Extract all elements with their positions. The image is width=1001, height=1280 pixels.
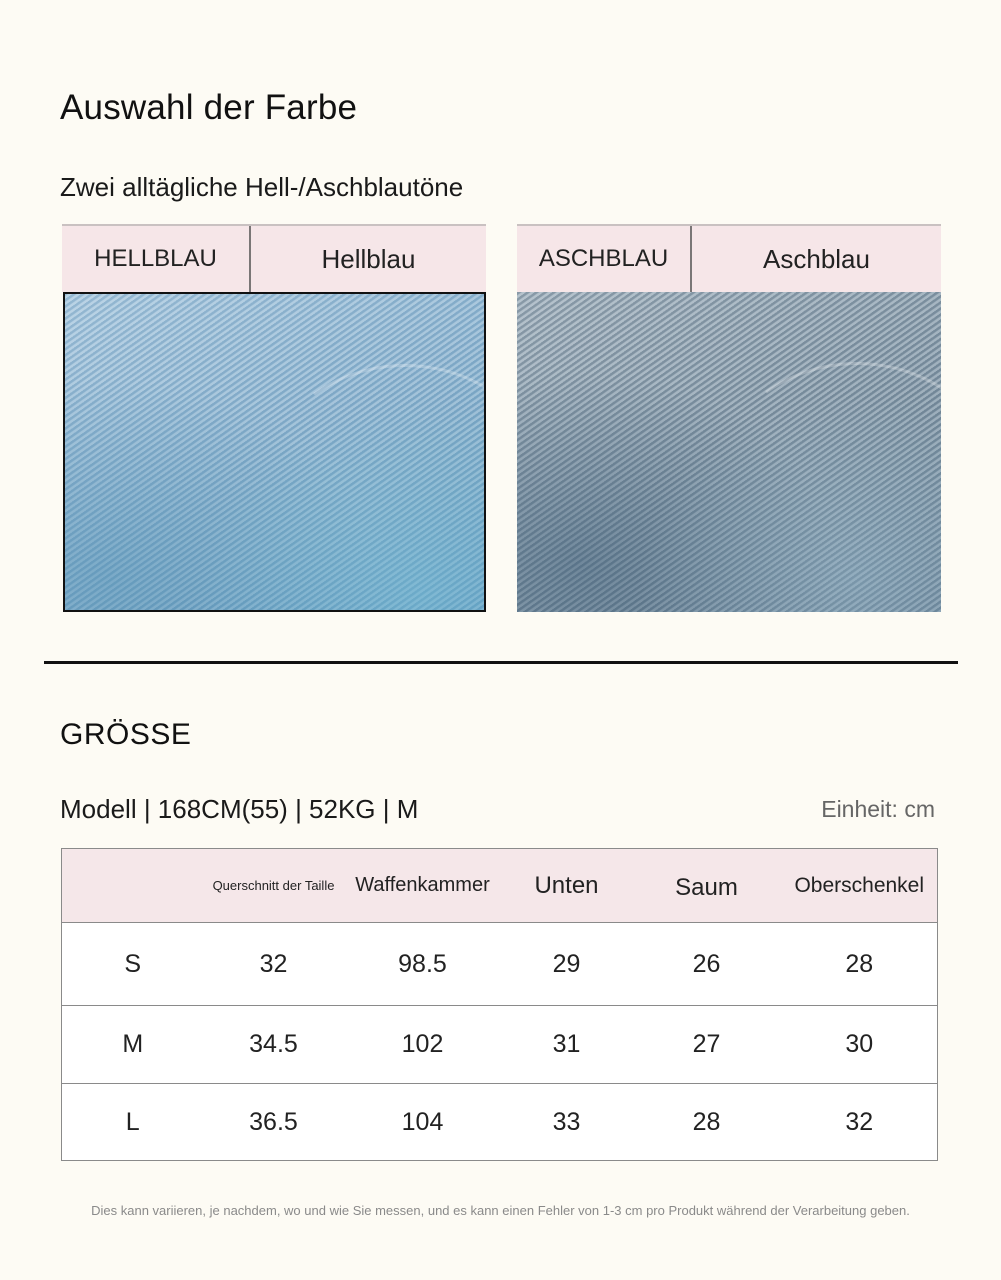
swatch-name: Hellblau: [321, 243, 416, 274]
table-cell: 30: [782, 1006, 938, 1084]
header-bottom: Unten: [502, 849, 632, 923]
swatch-code: HELLBLAU: [62, 226, 251, 292]
header-thigh: Oberschenkel: [782, 849, 938, 923]
table-cell: 31: [502, 1006, 632, 1084]
table-cell: 36.5: [204, 1084, 344, 1161]
color-section-subtitle: Zwei alltägliche Hell-/Aschblautöne: [60, 172, 464, 202]
table-cell: 34.5: [204, 1006, 344, 1084]
unit-label: Einheit: cm: [821, 796, 935, 822]
header-size: [62, 849, 204, 923]
color-swatch-hellblau[interactable]: [62, 224, 486, 612]
swatch-header: [62, 224, 486, 292]
table-cell: 32: [782, 1084, 938, 1161]
swatch-header: [517, 224, 941, 292]
color-section-title: Auswahl der Farbe: [60, 88, 358, 127]
table-row: [62, 1006, 938, 1084]
model-info: Modell | 168CM(55) | 52KG | M: [60, 794, 419, 824]
size-table-header-row: [62, 849, 938, 923]
table-cell: 29: [502, 923, 632, 1006]
measurement-disclaimer: Dies kann variieren, je nachdem, wo und wie Sie messen, und es kann einen Fehler von 1-3 cm pro Produkt während der Verarbeitung geben.: [91, 1203, 910, 1218]
table-cell: 33: [502, 1084, 632, 1161]
size-cell: S: [62, 923, 204, 1006]
table-row: [62, 1084, 938, 1161]
table-cell: 28: [632, 1084, 782, 1161]
fabric-image-hellblau: [63, 292, 486, 612]
table-cell: 27: [632, 1006, 782, 1084]
table-cell: 104: [344, 1084, 502, 1161]
header-armhole: Waffenkammer: [344, 849, 502, 923]
table-cell: 32: [204, 923, 344, 1006]
fabric-seam: [220, 339, 486, 612]
size-section-title: GRÖSSE: [60, 718, 192, 751]
table-cell: 102: [344, 1006, 502, 1084]
size-cell: L: [62, 1084, 204, 1161]
header-hem: Saum: [632, 849, 782, 923]
swatch-code: ASCHBLAU: [517, 226, 692, 292]
fabric-image-aschblau: [517, 292, 941, 612]
table-cell: 26: [632, 923, 782, 1006]
table-row: [62, 923, 938, 1006]
color-swatch-aschblau[interactable]: [517, 224, 941, 612]
header-waist: Querschnitt der Taille: [204, 849, 344, 923]
table-cell: 28: [782, 923, 938, 1006]
size-table: [61, 848, 938, 1161]
swatch-name: Aschblau: [763, 243, 870, 274]
table-cell: 98.5: [344, 923, 502, 1006]
fabric-seam: [672, 337, 941, 612]
size-cell: M: [62, 1006, 204, 1084]
section-divider: [44, 661, 958, 664]
